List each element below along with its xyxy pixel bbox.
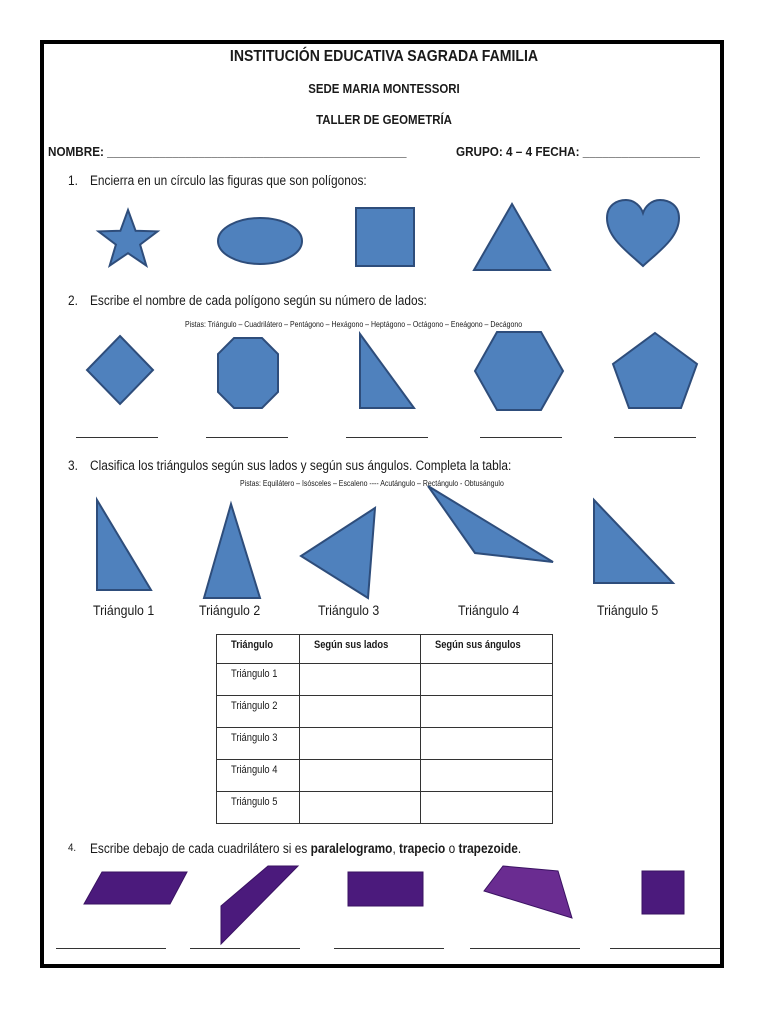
q1-number: 1. xyxy=(68,173,78,188)
triangle-1-shape xyxy=(97,500,151,590)
triangle-caption: Triángulo 2 xyxy=(199,602,261,618)
header-by-sides: Según sus lados xyxy=(300,635,421,664)
campus-title: SEDE MARIA MONTESSORI xyxy=(308,81,460,96)
triangle-2-shape xyxy=(204,504,260,598)
small-square-shape xyxy=(642,871,684,914)
row-label: Triángulo 5 xyxy=(217,792,300,824)
parallelogram-shape xyxy=(84,872,187,904)
q1-text: Encierra en un círculo las figuras que son polígonos: xyxy=(90,173,367,188)
rectangle-shape xyxy=(348,872,423,906)
header-by-angles: Según sus ángulos xyxy=(421,635,553,664)
q3-text: Clasifica los triángulos según sus lados y según sus ángulos. Completa la tabla: xyxy=(90,458,512,473)
header-triangle: Triángulo xyxy=(217,635,300,664)
square-shape xyxy=(356,208,414,266)
q4-text: Escribe debajo de cada cuadrilátero si es paralelogramo, trapecio o trapezoide. xyxy=(90,841,522,856)
trapezoid-shape xyxy=(484,866,572,918)
octagon-shape xyxy=(218,338,278,408)
workshop-title: TALLER DE GEOMETRÍA xyxy=(316,112,452,127)
triangle-3-shape xyxy=(301,508,375,598)
q2-hint: Pistas: Triángulo – Cuadrilátero – Pentágono – Hexágono – Heptágono – Octágono – Eneágono – Decágono xyxy=(185,319,523,329)
q3-number: 3. xyxy=(68,458,78,473)
rhombus-shape xyxy=(87,336,153,404)
row-label: Triángulo 3 xyxy=(217,728,300,760)
name-line: NOMBRE: ______________________________________________ xyxy=(48,144,407,159)
heart-shape xyxy=(607,200,679,266)
star-shape xyxy=(99,210,158,266)
ellipse-shape xyxy=(218,218,302,264)
slanted-parallelogram-shape xyxy=(221,866,298,944)
q3-hint: Pistas: Equilátero – Isósceles – Escaleno ---- Acutángulo – Rectángulo - Obtusángulo xyxy=(240,478,504,488)
q2-number: 2. xyxy=(68,293,78,308)
q4-number: 4. xyxy=(68,842,77,854)
keyword-trapezoide: trapezoide xyxy=(458,841,518,856)
triangle-caption: Triángulo 1 xyxy=(93,602,155,618)
triangle-5-shape xyxy=(594,500,673,583)
row-label: Triángulo 1 xyxy=(217,664,300,696)
right-triangle-shape xyxy=(360,334,414,408)
row-label: Triángulo 2 xyxy=(217,696,300,728)
q2-text: Escribe el nombre de cada polígono según su número de lados: xyxy=(90,293,427,308)
row-label: Triángulo 4 xyxy=(217,760,300,792)
keyword-paralelogramo: paralelogramo xyxy=(310,841,393,856)
keyword-trapecio: trapecio xyxy=(399,841,446,856)
hexagon-shape xyxy=(475,332,563,410)
pentagon-shape xyxy=(613,333,697,408)
triangle-caption: Triángulo 5 xyxy=(597,602,659,618)
group-date-line: GRUPO: 4 – 4 FECHA: __________________ xyxy=(456,144,700,159)
institution-title: INSTITUCIÓN EDUCATIVA SAGRADA FAMILIA xyxy=(229,48,539,65)
triangle-caption: Triángulo 4 xyxy=(458,602,520,618)
triangle-caption: Triángulo 3 xyxy=(318,602,380,618)
triangle-shape xyxy=(474,204,550,270)
triangle-4-shape xyxy=(428,486,553,562)
